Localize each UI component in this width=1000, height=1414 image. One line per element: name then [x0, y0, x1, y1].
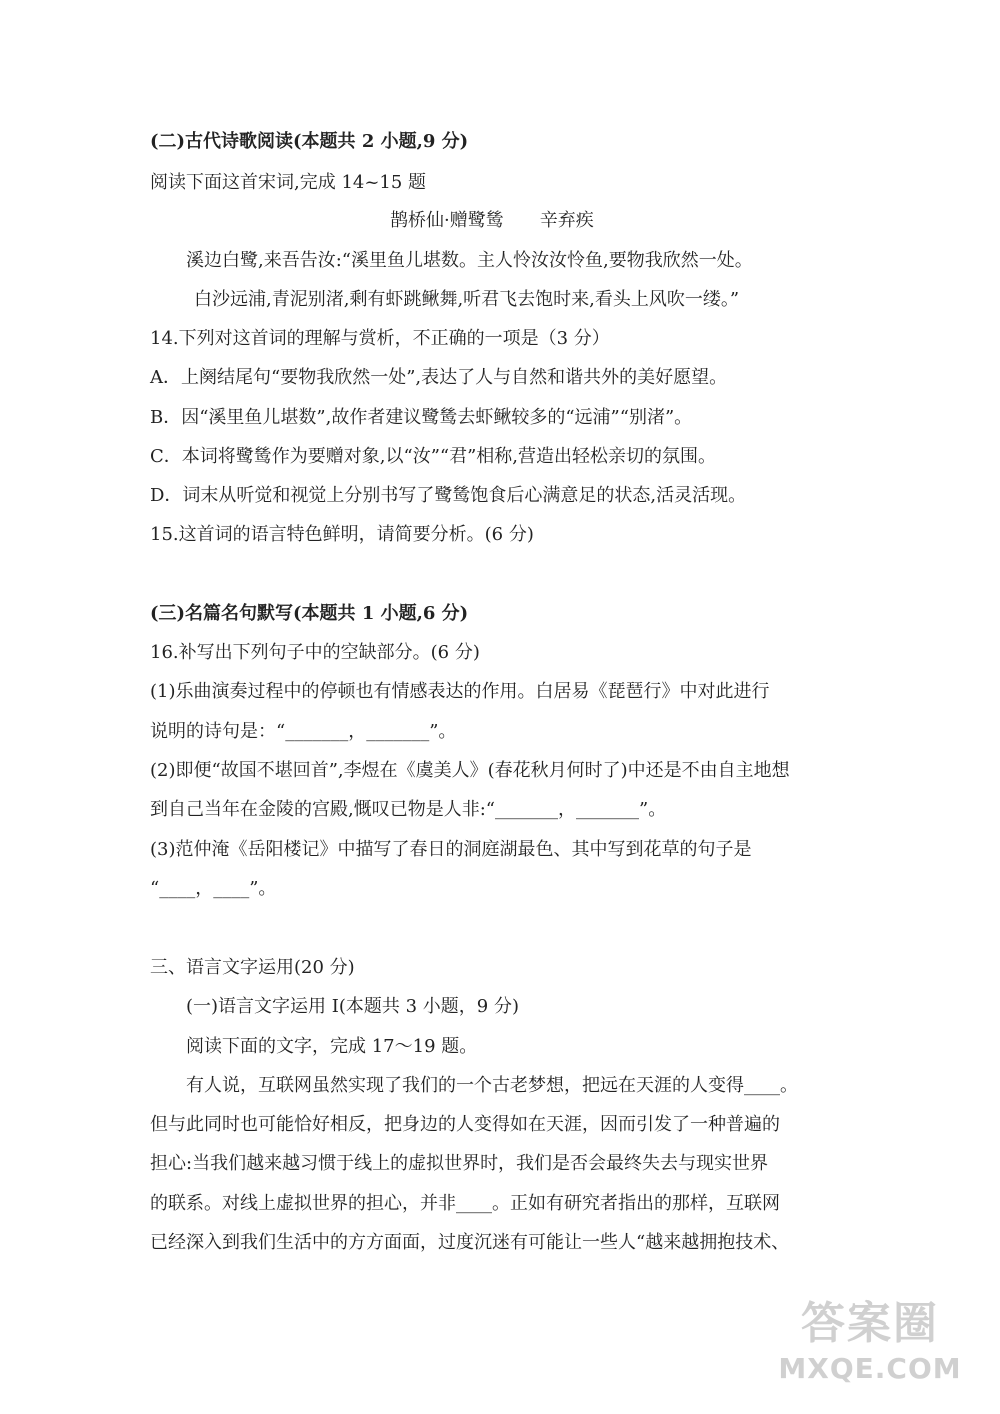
- watermark-logo: 答案圈: [801, 1298, 939, 1349]
- passage-line-4: 的联系。对线上虚拟世界的担心，并非____。正如有研究者指出的那样，互联网: [150, 1193, 780, 1214]
- q16-item-1b: 说明的诗句是：“_______，_______”。: [150, 721, 457, 742]
- q16-item-2a: (2)即便“故国不堪回首”,李煜在《虞美人》(春花秋月何时了)中还是不由自主地想: [150, 760, 790, 781]
- part-3-intro: 阅读下面的文字，完成 17～19 题。: [186, 1036, 478, 1057]
- poem-title: 鹊桥仙·赠鹭鸶 辛弃疾: [390, 210, 594, 231]
- q16-item-1a: (1)乐曲演奏过程中的停顿也有情感表达的作用。白居易《琵琶行》中对此进行: [150, 681, 770, 702]
- passage-line-3: 担心:当我们越来越习惯于线上的虚拟世界时，我们是否会最终失去与现实世界: [150, 1153, 769, 1174]
- option-c: C．本词将鹭鸶作为要赠对象,以“汝”“君”相称,营造出轻松亲切的氛围。: [150, 446, 717, 467]
- q16-item-3b: “____，____”。: [150, 878, 277, 899]
- watermark: [760, 1296, 980, 1406]
- q16-item-2b: 到自己当年在金陵的宫殿,慨叹已物是人非:“_______，_______”。: [150, 799, 667, 820]
- passage-line-2: 但与此同时也可能恰好相反，把身边的人变得如在天涯，因而引发了一种普遍的: [150, 1114, 780, 1135]
- question-16: 16.补写出下列句子中的空缺部分。(6 分): [150, 642, 480, 663]
- watermark-url: MXQE.COM: [778, 1352, 962, 1385]
- section-3-heading: (三)名篇名句默写(本题共 1 小题,6 分): [150, 603, 469, 624]
- poem-line-1: 溪边白鹭,来吾告汝:“溪里鱼儿堪数。主人怜汝汝怜鱼,要物我欣然一处。: [186, 250, 753, 271]
- passage-line-1: 有人说，互联网虽然实现了我们的一个古老梦想，把远在天涯的人变得____。: [186, 1075, 798, 1096]
- question-15: 15.这首词的语言特色鲜明，请简要分析。(6 分): [150, 524, 534, 545]
- question-14: 14.下列对这首词的理解与赏析，不正确的一项是（3 分）: [150, 328, 610, 349]
- part-3-sub-heading: (一)语言文字运用 I(本题共 3 小题，9 分): [186, 996, 519, 1017]
- q16-item-3a: (3)范仲淹《岳阳楼记》中描写了春日的洞庭湖最色、其中写到花草的句子是: [150, 839, 752, 860]
- poem-line-2: 白沙远浦,青泥别渚,剩有虾跳鳅舞,听君飞去饱时来,看头上风吹一缕。”: [194, 289, 740, 310]
- option-a: A．上阕结尾句“要物我欣然一处”,表达了人与自然和谐共外的美好愿望。: [150, 367, 728, 388]
- option-b: B．因“溪里鱼儿堪数”,故作者建议鹭鸶去虾鳅较多的“远浦”“别渚”。: [150, 407, 693, 428]
- option-d: D．词末从听觉和视觉上分别书写了鹭鸶饱食后心满意足的状态,活灵活现。: [150, 485, 747, 506]
- section-2-heading: (二)古代诗歌阅读(本题共 2 小题,9 分): [150, 131, 469, 152]
- section-2-intro: 阅读下面这首宋词,完成 14~15 题: [150, 172, 427, 193]
- part-3-heading: 三、语言文字运用(20 分): [150, 957, 355, 978]
- passage-line-5: 已经深入到我们生活中的方方面面，过度沉迷有可能让一些人“越来越拥抱技术、: [150, 1232, 790, 1253]
